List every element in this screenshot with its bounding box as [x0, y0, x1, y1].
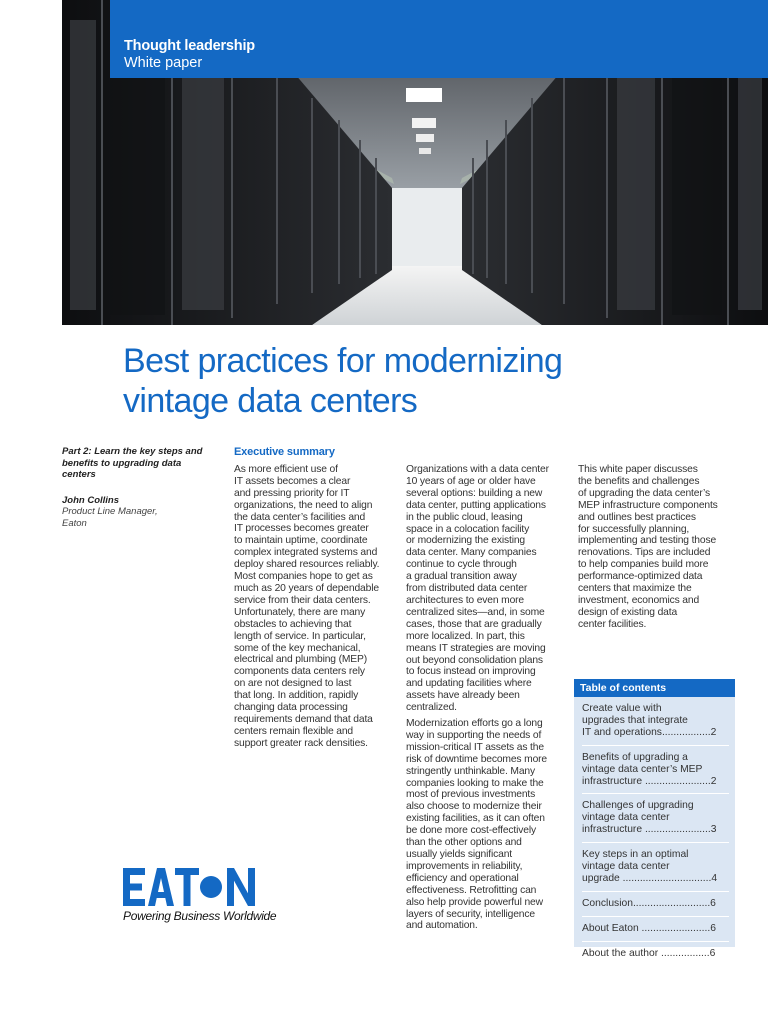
body-paragraph: Modernization efforts go a long way in supporting the needs of mission-critical IT assets as the risk of downtime becomes more stringently unthinkable. Many companies looking to make the most of previous investments also choose to modernize their existing facilities, as it can often be done more cost-effectively than the other options and usually yields significant improvements in reliability, efficiency and operational effectiveness. Retrofitting can also help provide powerful new layers of security, intelligence and automation.: [406, 718, 548, 932]
body-column-3: [578, 464, 738, 631]
body-paragraph: Organizations with a data center 10 years of age or older have several options: building a new data center, putting applications in the public cloud, leasing space in a colocation facility or modernizing the existing data center. Many companies continue to cycle through a gradual transition away from distributed data center architectures to even more centralized sites—and, in some cases, those that are gradually more localized. In part, this means IT strategies are moving out beyond consolidation plans to focus instead on improving and updating facilities where assets have already been centralized.: [406, 464, 549, 714]
toc-item[interactable]: About the author .................6: [582, 947, 716, 959]
document-type-label: White paper: [124, 55, 203, 71]
table-of-contents: [574, 679, 735, 959]
author-company: Eaton: [62, 517, 87, 529]
article-meta: [62, 446, 212, 529]
toc-item[interactable]: Key steps in an optimal vintage data center upgrade ...............................4: [582, 849, 729, 892]
page-title: [123, 341, 723, 421]
section-heading: Executive summary: [234, 446, 335, 458]
author-role: Product Line Manager,: [62, 506, 158, 517]
toc-item[interactable]: Create value with upgrades that integrate IT and operations.................2: [582, 703, 729, 746]
article-subtitle: Part 2: Learn the key steps and benefits to upgrading data centers: [62, 446, 203, 480]
body-paragraph: As more efficient use of IT assets becomes a clear and pressing priority for IT organizations, the need to align the data center’s facilities and IT processes becomes greater to maintain uptime, coordinate complex integrated systems and deploy shared resources reliably. Most companies hope to get as much as 20 years of dependable service from their data centers. Unfortunately, there are many obstacles to achieving that length of service. In particular, some of the key mechanical, electrical and plumbing (MEP) components data centers rely on are not designed to last that long. In addition, rapidly changing data processing requirements demand that data centers remain flexible and support greater rack densities.: [234, 463, 380, 749]
toc-item[interactable]: Benefits of upgrading a vintage data center’s MEP infrastructure .......................2: [582, 752, 729, 795]
executive-summary-column: [234, 447, 394, 750]
title-line-2: vintage data centers: [123, 382, 418, 420]
author-name: John Collins: [62, 494, 119, 506]
toc-heading: Table of contents: [574, 679, 735, 697]
toc-item[interactable]: Conclusion...........................6: [582, 898, 729, 917]
brand-slogan: Powering Business Worldwide: [123, 909, 277, 923]
body-column-2: [406, 464, 566, 932]
toc-item[interactable]: About Eaton ........................6: [582, 923, 729, 942]
toc-item[interactable]: Challenges of upgrading vintage data center infrastructure .......................3: [582, 800, 729, 843]
eaton-logo: [123, 868, 276, 923]
toc-list: [574, 697, 735, 959]
document-type-banner: [110, 0, 768, 78]
body-paragraph: This white paper discusses the benefits and challenges of upgrading the data center’s MEP infrastructure components and outlines best practices for successfully planning, implementing and testing those renovations. Tips are included to help companies build more performance-optimized data centers that maximize the investment, economics and design of existing data center facilities.: [578, 464, 718, 630]
eaton-wordmark-icon: [123, 868, 255, 906]
kicker-label: Thought leadership: [124, 38, 255, 54]
title-line-1: Best practices for modernizing: [123, 342, 563, 380]
